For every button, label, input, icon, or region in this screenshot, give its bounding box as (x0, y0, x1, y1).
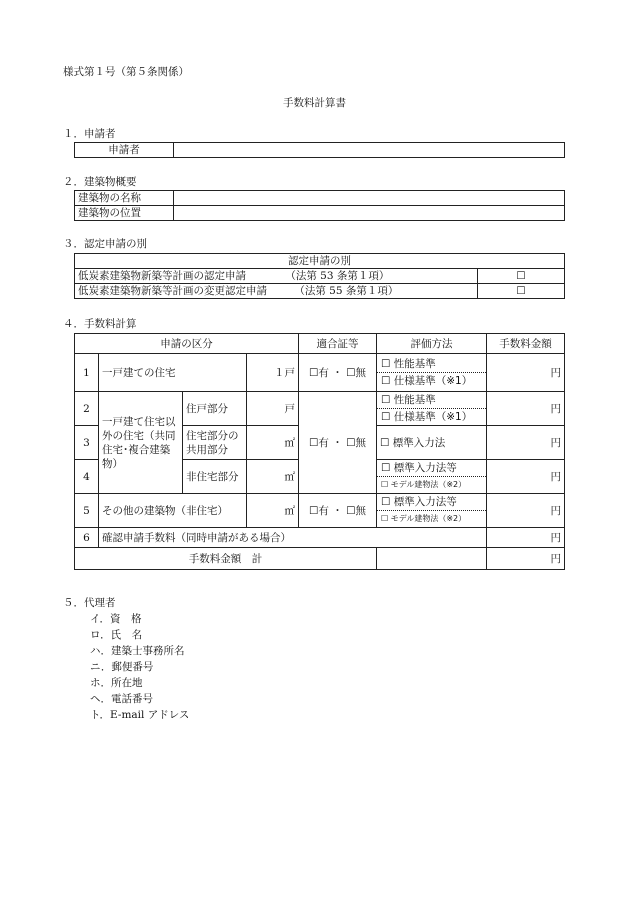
agent-item-name: ロ．氏 名 (90, 629, 143, 641)
unit: ㎡ (247, 494, 299, 528)
certification-label: 低炭素建築物新築等計画の認定申請 (78, 270, 246, 282)
group-label: 一戸建て住宅以外の住宅（共同住宅･複合建築物） (99, 392, 183, 494)
method-options (377, 354, 487, 392)
method-options (377, 460, 487, 494)
header-method: 評価方法 (377, 334, 487, 354)
method-option[interactable]: ☐ 仕様基準（※1） (377, 372, 486, 389)
fee-cell[interactable]: 円 (487, 528, 565, 548)
agent-item-postal: ニ．郵便番号 (90, 661, 154, 673)
part-label: 非住宅部分 (183, 460, 247, 494)
applicant-label: 申請者 (75, 143, 174, 158)
applicant-field[interactable] (174, 143, 565, 158)
unit: ㎡ (247, 426, 299, 460)
checkbox[interactable]: ☐ (478, 284, 565, 299)
section-4-heading: ４．手数料計算 (63, 318, 137, 330)
agent-item-qualification: イ．資 格 (90, 613, 142, 625)
certification-type-header: 認定申請の別 (75, 254, 565, 269)
total-label: 手数料金額 計 (75, 548, 377, 570)
unit: １戸 (247, 354, 299, 392)
agent-item-email: ト．E-mail アドレス (90, 709, 190, 721)
building-name-label: 建築物の名称 (75, 191, 174, 206)
row-label: その他の建築物（非住宅） (99, 494, 247, 528)
method-option[interactable]: ☐ 標準入力法 (377, 426, 487, 460)
row-number: 2 (75, 392, 99, 426)
unit: 戸 (247, 392, 299, 426)
header-fee: 手数料金額 (487, 334, 565, 354)
checkbox[interactable]: ☐ (478, 269, 565, 284)
method-option[interactable]: ☐ 性能基準 (381, 394, 436, 406)
method-option[interactable]: ☐ 仕様基準（※1） (377, 408, 486, 425)
certificate-choice[interactable]: ☐有 ・ ☐無 (299, 354, 377, 392)
row-number: 4 (75, 460, 99, 494)
law-reference: （法第 55 条第１項） (294, 285, 399, 297)
fee-cell[interactable]: 円 (487, 392, 565, 426)
certification-row-new (75, 269, 478, 284)
header-category: 申請の区分 (75, 334, 299, 354)
row-number: 6 (75, 528, 99, 548)
row-number: 3 (75, 426, 99, 460)
part-label: 住宅部分の共用部分 (183, 426, 247, 460)
fee-cell[interactable]: 円 (487, 354, 565, 392)
building-location-label: 建築物の位置 (75, 206, 174, 221)
total-blank (377, 548, 487, 570)
agent-item-address: ホ．所在地 (90, 677, 143, 689)
law-reference: （法第 53 条第１項） (285, 270, 390, 282)
applicant-table (74, 142, 565, 158)
method-option[interactable]: ☐ 標準入力法等 (381, 496, 457, 508)
row-label: 一戸建ての住宅 (99, 354, 247, 392)
method-option[interactable]: ☐ モデル建物法（※2） (377, 510, 486, 527)
row-number: 5 (75, 494, 99, 528)
fee-cell[interactable]: 円 (487, 460, 565, 494)
header-certificate: 適合証等 (299, 334, 377, 354)
row-number: 1 (75, 354, 99, 392)
building-location-field[interactable] (174, 206, 565, 221)
section-2-heading: ２．建築物概要 (63, 176, 137, 188)
certificate-choice[interactable]: ☐有 ・ ☐無 (299, 392, 377, 494)
method-options (377, 392, 487, 426)
fee-cell[interactable]: 円 (487, 494, 565, 528)
section-3-heading: ３．認定申請の別 (63, 238, 147, 250)
certification-type-table (74, 253, 565, 299)
certification-label: 低炭素建築物新築等計画の変更認定申請 (78, 285, 267, 297)
agent-item-phone: ヘ．電話番号 (90, 693, 153, 705)
document-title: 手数料計算書 (283, 97, 346, 109)
part-label: 住戸部分 (183, 392, 247, 426)
section-1-heading: １．申請者 (63, 128, 116, 140)
method-option[interactable]: ☐ 標準入力法等 (381, 462, 457, 474)
certification-row-change (75, 284, 478, 299)
form-number: 様式第１号（第５条関係） (63, 66, 189, 78)
section-5-heading: ５．代理者 (63, 597, 116, 609)
agent-item-office: ハ．建築士事務所名 (90, 645, 185, 657)
row-label: 確認申請手数料（同時申請がある場合） (99, 528, 487, 548)
fee-cell[interactable]: 円 (487, 426, 565, 460)
method-option[interactable]: ☐ モデル建物法（※2） (377, 476, 486, 493)
building-name-field[interactable] (174, 191, 565, 206)
method-option[interactable]: ☐ 性能基準 (381, 358, 436, 370)
certificate-choice[interactable]: ☐有 ・ ☐無 (299, 494, 377, 528)
fee-calculation-table (74, 333, 565, 570)
building-table (74, 190, 565, 221)
total-fee-cell[interactable]: 円 (487, 548, 565, 570)
unit: ㎡ (247, 460, 299, 494)
method-options (377, 494, 487, 528)
